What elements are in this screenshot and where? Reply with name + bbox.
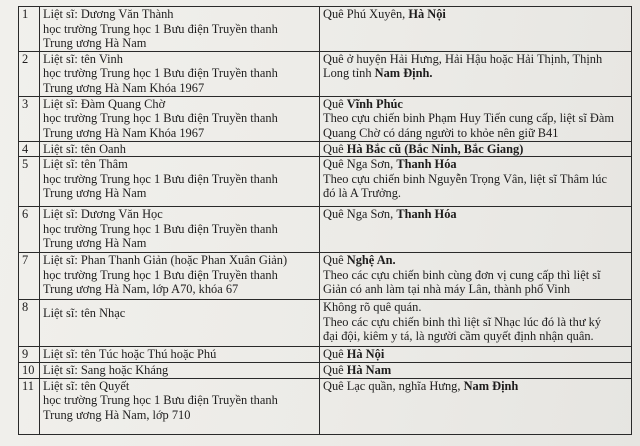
hometown-cell bbox=[320, 363, 632, 379]
row-number: 9 bbox=[19, 347, 40, 363]
table-row bbox=[19, 141, 632, 157]
text-line: học trường Trung học 1 Bưu điện Truyền thanh bbox=[43, 171, 278, 186]
hometown-cell bbox=[320, 253, 632, 300]
table-row bbox=[19, 363, 632, 379]
table-row bbox=[19, 378, 632, 434]
hometown-cell bbox=[320, 157, 632, 207]
text-line: Theo cựu chiến binh Phạm Huy Tiến cung cấp, liệt sĩ Đàm bbox=[323, 111, 614, 126]
row-number: 7 bbox=[19, 253, 40, 300]
table-row bbox=[19, 253, 632, 300]
hometown-cell bbox=[320, 378, 632, 434]
text-line: Giản có anh làm tại nhà máy Lân, thành phố Vinh bbox=[323, 282, 571, 297]
text-line: Quang Chờ có dáng người to khỏe nên giữ B41 bbox=[323, 125, 559, 140]
text-line: học trường Trung học 1 Bưu điện Truyền thanh bbox=[43, 66, 278, 81]
table-row bbox=[19, 347, 632, 363]
text-line: Liệt sĩ: tên Vinh bbox=[43, 51, 123, 66]
martyr-cell bbox=[40, 141, 320, 157]
text-line: Trung ương Hà Nam bbox=[43, 236, 147, 251]
table-row bbox=[19, 51, 632, 96]
text-line: Quê Nga Sơn, Thanh Hóa bbox=[323, 207, 457, 222]
text-line: Liệt sĩ: Sang hoặc Kháng bbox=[43, 363, 169, 378]
row-number: 10 bbox=[19, 363, 40, 379]
martyr-cell bbox=[40, 7, 320, 52]
row-number: 6 bbox=[19, 207, 40, 253]
text-line: Quê Phú Xuyên, Hà Nội bbox=[323, 7, 446, 21]
hometown-cell bbox=[320, 7, 632, 52]
martyr-cell bbox=[40, 96, 320, 141]
text-line: học trường Trung học 1 Bưu điện Truyền thanh bbox=[43, 267, 278, 282]
table-row bbox=[19, 96, 632, 141]
text-line: Quê Hà Nội bbox=[323, 347, 385, 362]
text-line: học trường Trung học 1 Bưu điện Truyền thanh bbox=[43, 21, 278, 36]
text-line: Trung ương Hà Nam, lớp A70, khóa 67 bbox=[43, 282, 239, 297]
text-line: Liệt sĩ: Dương Văn Học bbox=[43, 207, 163, 222]
martyr-cell bbox=[40, 363, 320, 379]
row-number: 5 bbox=[19, 157, 40, 207]
text-line: Liệt sĩ: Dương Văn Thành bbox=[43, 7, 174, 21]
text-line: Quê Hà Bắc cũ (Bắc Ninh, Bắc Giang) bbox=[323, 141, 524, 156]
text-line: Quê Vĩnh Phúc bbox=[323, 96, 403, 111]
text-line: học trường Trung học 1 Bưu điện Truyền thanh bbox=[43, 111, 278, 126]
text-line: Trung ương Hà Nam Khóa 1967 bbox=[43, 80, 205, 95]
text-line: Không rõ quê quán. bbox=[323, 300, 422, 315]
text-line: Trung ương Hà Nam, lớp 710 bbox=[43, 407, 191, 422]
text-line: Theo các cựu chiến binh cùng đơn vị cung cấp thì liệt sĩ bbox=[323, 267, 601, 282]
text-line: Liệt sĩ: tên Nhạc bbox=[43, 306, 126, 321]
text-line: Quê Hà Nam bbox=[323, 363, 392, 378]
text-line: Liệt sĩ: tên Oanh bbox=[43, 141, 126, 156]
hometown-cell bbox=[320, 300, 632, 347]
text-line: học trường Trung học 1 Bưu điện Truyền thanh bbox=[43, 393, 278, 408]
text-line: Trung ương Hà Nam bbox=[43, 186, 147, 201]
martyr-cell bbox=[40, 207, 320, 253]
text-line: Liệt sĩ: Đàm Quang Chờ bbox=[43, 96, 166, 111]
text-line: Long tỉnh Nam Định. bbox=[323, 66, 433, 81]
martyr-cell bbox=[40, 378, 320, 434]
table-row bbox=[19, 300, 632, 347]
row-number: 11 bbox=[19, 378, 40, 434]
text-line: Quê ở huyện Hải Hưng, Hải Hậu hoặc Hải Thịnh, Thịnh bbox=[323, 51, 603, 66]
table-row bbox=[19, 7, 632, 52]
text-line: Liệt sĩ: tên Quyết bbox=[43, 378, 130, 393]
row-number: 8 bbox=[19, 300, 40, 347]
text-line: Quê Lạc quần, nghĩa Hưng, Nam Định bbox=[323, 378, 519, 393]
martyr-cell bbox=[40, 300, 320, 347]
text-line: Liệt sĩ: tên Túc hoặc Thú hoặc Phú bbox=[43, 347, 217, 362]
martyr-info-table bbox=[18, 6, 632, 435]
row-number: 4 bbox=[19, 141, 40, 157]
text-line: Quê Nga Sơn, Thanh Hóa bbox=[323, 157, 457, 172]
text-line: Trung ương Hà Nam Khóa 1967 bbox=[43, 125, 205, 140]
text-line: học trường Trung học 1 Bưu điện Truyền thanh bbox=[43, 221, 278, 236]
row-number: 1 bbox=[19, 7, 40, 52]
text-line: đó là A Trưởng. bbox=[323, 186, 401, 201]
hometown-cell bbox=[320, 51, 632, 96]
row-number: 2 bbox=[19, 51, 40, 96]
hometown-cell bbox=[320, 96, 632, 141]
martyr-cell bbox=[40, 253, 320, 300]
row-number: 3 bbox=[19, 96, 40, 141]
table-row bbox=[19, 157, 632, 207]
hometown-cell bbox=[320, 347, 632, 363]
text-line: Liệt sĩ: tên Thâm bbox=[43, 157, 128, 172]
text-line: Trung ương Hà Nam bbox=[43, 36, 147, 51]
table-row bbox=[19, 207, 632, 253]
martyr-cell bbox=[40, 51, 320, 96]
text-line: Theo các cựu chiến binh thì liệt sĩ Nhạc lúc đó là thư ký bbox=[323, 314, 602, 329]
text-line: Quê Nghệ An. bbox=[323, 253, 396, 268]
martyr-cell bbox=[40, 157, 320, 207]
text-line: Liệt sĩ: Phan Thanh Giản (hoặc Phan Xuân Giản) bbox=[43, 253, 288, 268]
hometown-cell bbox=[320, 141, 632, 157]
martyr-cell bbox=[40, 347, 320, 363]
text-line: Theo cựu chiến binh Nguyễn Trọng Vân, liệt sĩ Thâm lúc bbox=[323, 171, 607, 186]
hometown-cell bbox=[320, 207, 632, 253]
table-body bbox=[19, 7, 632, 435]
text-line: đại đội, kiêm y tá, là người cầm quyết định nhận quân. bbox=[323, 329, 594, 344]
